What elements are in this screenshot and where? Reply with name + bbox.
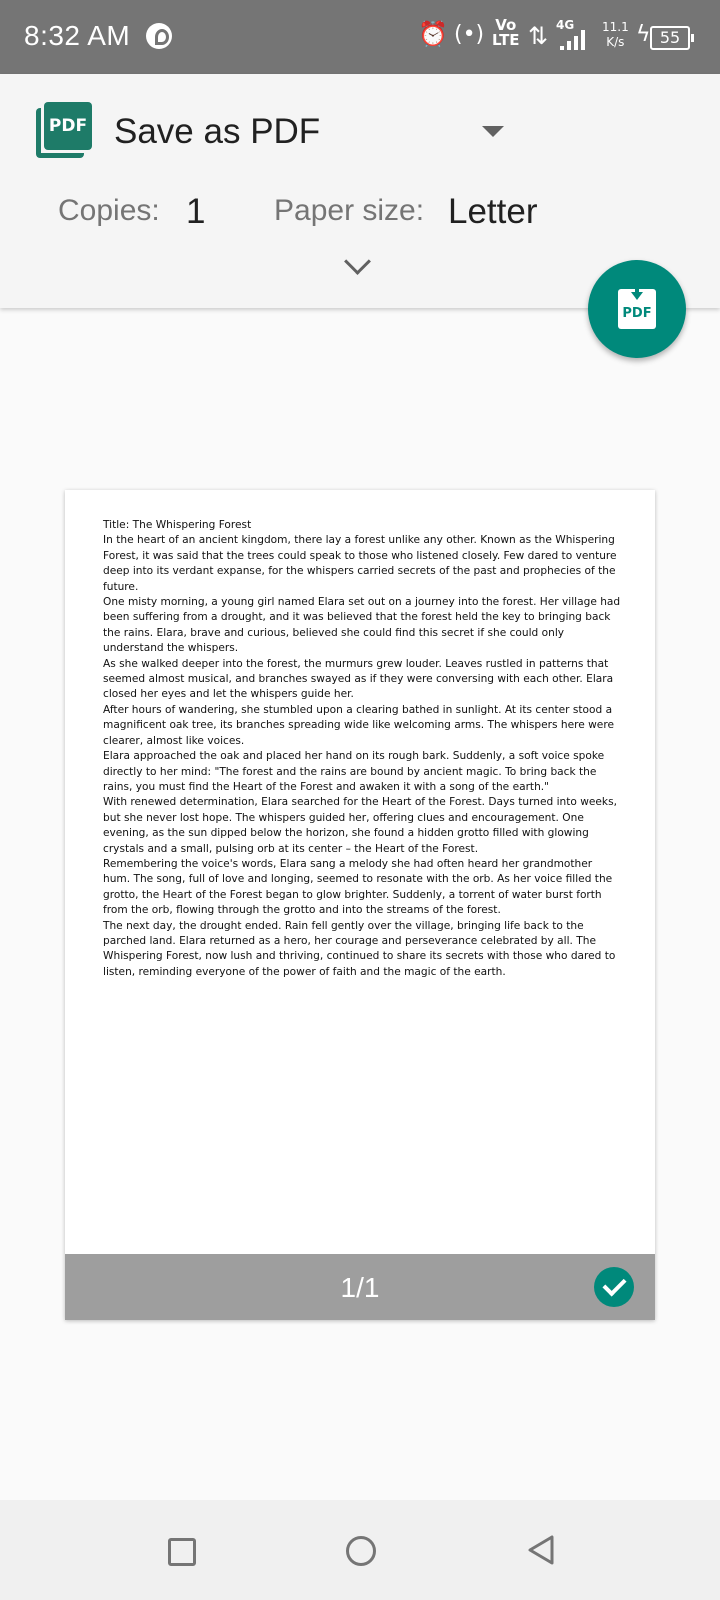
- app-notification-icon: [146, 23, 172, 49]
- volte-indicator: [492, 18, 520, 48]
- speed-value: 11.1: [602, 20, 629, 34]
- recent-apps-icon[interactable]: [168, 1538, 196, 1566]
- page-line: After hours of wandering, she stumbled upon a clearing bathed in sunlight. At its center stood a magnificent oak tree, its branches spreading wide like welcoming arms. The whispers here were clearer, almost like voices.: [103, 703, 614, 747]
- volte-top: Vo: [495, 16, 517, 34]
- dropdown-arrow-icon[interactable]: [482, 126, 504, 137]
- page-line: Elara approached the oak and placed her hand on its rough bark. Suddenly, a soft voice spoke directly to her mind: "The forest and the rains are bound by ancient magic. To bring back the rains, you must find the Heart of the Forest and awaken it with a song of the earth.": [103, 750, 605, 793]
- download-pdf-button[interactable]: [588, 260, 686, 358]
- alarm-icon: ⏰: [418, 20, 448, 48]
- pdf-download-icon: [618, 289, 656, 329]
- page-line: Title: The Whispering Forest: [103, 519, 252, 531]
- page-selected-check-icon[interactable]: [594, 1267, 634, 1307]
- page-footer: [65, 1254, 655, 1320]
- page-content: [103, 518, 621, 980]
- battery-icon: 55: [650, 26, 690, 50]
- status-bar: [0, 0, 720, 74]
- home-icon[interactable]: [346, 1536, 376, 1566]
- speed-unit: K/s: [606, 35, 625, 49]
- fab-icon-label: PDF: [622, 306, 652, 321]
- navigation-bar: [0, 1500, 720, 1600]
- network-type: 4G: [556, 18, 575, 32]
- back-icon[interactable]: [526, 1534, 556, 1566]
- pdf-logo-icon: PDF: [36, 102, 92, 158]
- paper-size-value[interactable]: Letter: [448, 192, 538, 231]
- network-speed: [602, 20, 629, 50]
- page-line: As she walked deeper into the forest, the murmurs grew louder. Leaves rustled in patterns that seemed almost musical, and branches swayed as if they were conversing with each other. Elara closed her eyes and let the whispers guide her.: [103, 657, 614, 701]
- charging-icon: ϟ: [636, 22, 651, 47]
- page-line: In the heart of an ancient kingdom, there lay a forest unlike any other. Known as the Whispering Forest, it was said that the trees could speak to those who listened closely. Few dared to venture deep into its verdant expanse, for the whispers carried secrets of the past and prophecies of the future.: [103, 534, 617, 593]
- paper-size-label: Paper size:: [274, 194, 425, 227]
- page-line: Remembering the voice's words, Elara sang a melody she had often heard her grandmother hum. The song, full of love and longing, seemed to resonate with the orb. As her voice filled the grotto, the Heart of the Forest began to glow brighter. Suddenly, a torrent of water burst forth from the orb, flowing through the grotto and into the streams of the forest.: [103, 857, 613, 917]
- page-indicator: 1/1: [340, 1272, 380, 1303]
- page-preview[interactable]: [65, 490, 655, 1320]
- copies-label: Copies:: [58, 194, 160, 227]
- page-line: The next day, the drought ended. Rain fell gently over the village, bringing life back to the parched land. Elara returned as a hero, her courage and perseverance celebrated by all. The Whispering Forest, now lush and thriving, continued to share its secrets with those who dared to listen, reminding everyone of the power of faith and the magic of the earth.: [103, 919, 616, 978]
- hotspot-icon: (•): [454, 22, 485, 47]
- page-line: One misty morning, a young girl named Elara set out on a journey into the forest. Her village had been suffering from a drought, and it was believed that the forest held the key to bringing back the rains. Elara, brave and curious, believed she could find this secret if she could only understand the whispers.: [103, 596, 621, 655]
- expand-options-chevron-icon[interactable]: [344, 248, 371, 275]
- signal-icon: [560, 30, 588, 50]
- destination-selector[interactable]: Save as PDF: [114, 112, 321, 151]
- volte-bottom: LTE: [492, 31, 520, 49]
- status-time: 8:32 AM: [24, 20, 131, 51]
- page-line: With renewed determination, Elara searched for the Heart of the Forest. Days turned into weeks, but she never lost hope. The whispers guided her, offering clues and encouragement. One evening, as the sun dipped below the horizon, she found a hidden grotto filled with glowing crystals and a small, pulsing orb at its center – the Heart of the Forest.: [103, 796, 617, 855]
- data-arrows-icon: ⇅: [528, 22, 549, 50]
- copies-value[interactable]: 1: [186, 192, 206, 231]
